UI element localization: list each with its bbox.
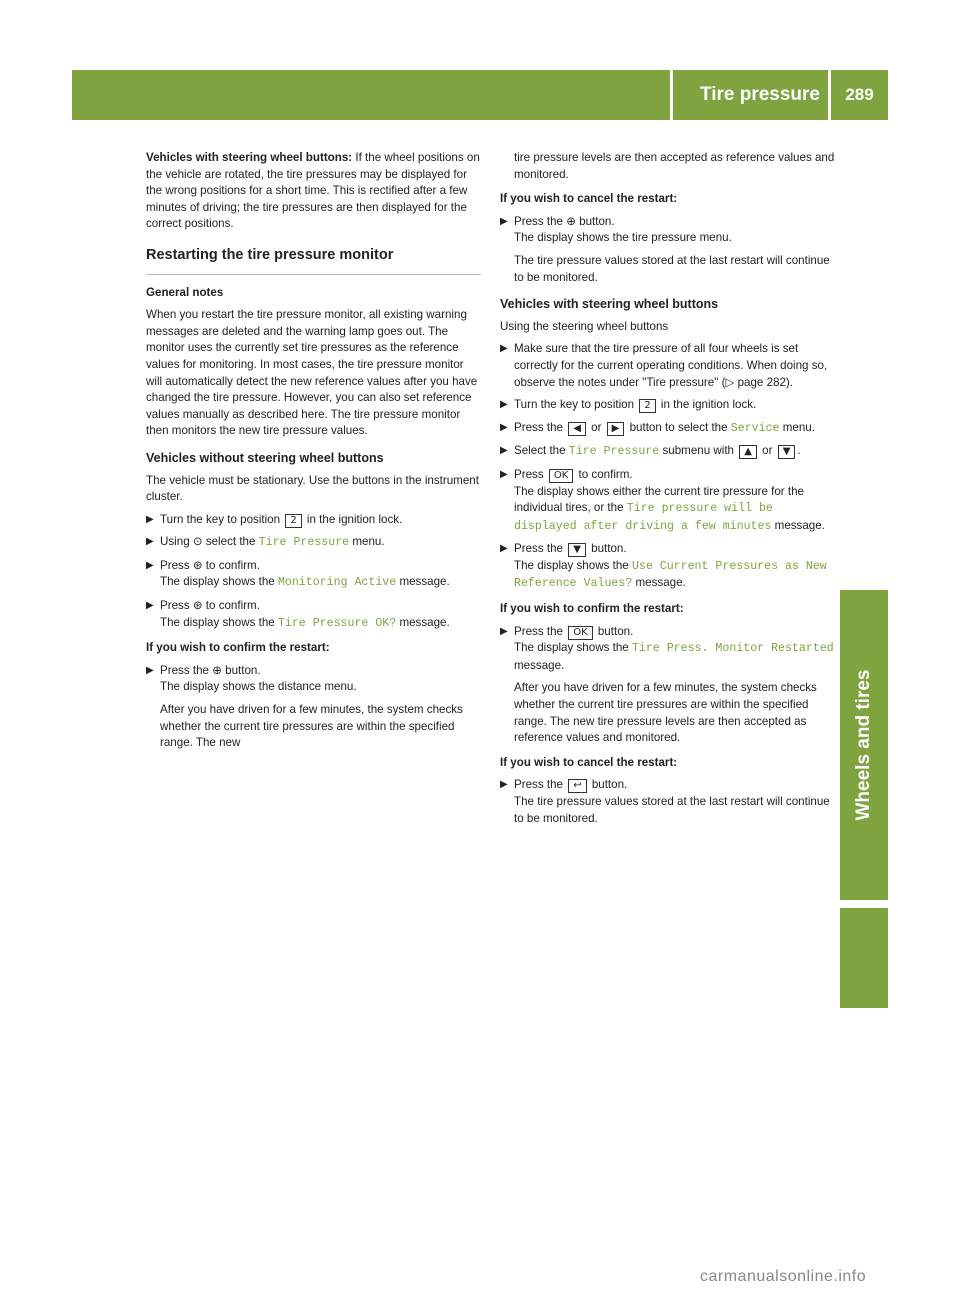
- step-arrow-icon: ▶: [500, 543, 508, 555]
- step-text: The display shows the distance menu.: [160, 680, 357, 694]
- step-text: button.: [587, 542, 627, 556]
- step-text: Press the: [514, 420, 567, 434]
- step-arrow-icon: ▶: [500, 399, 508, 411]
- section-title: Restarting the tire pressure monitor: [146, 247, 481, 275]
- display-text: Tire Pressure: [568, 445, 660, 459]
- step-arrow-icon: ▶: [500, 215, 508, 227]
- step-list-item: [500, 467, 835, 535]
- step-arrow-icon: ▶: [146, 536, 154, 548]
- step-arrow-icon: ▶: [146, 513, 154, 525]
- display-text: Monitoring Active: [277, 576, 397, 590]
- step-text: The tire pressure values stored at the last restart will continue to be monitored.: [514, 795, 830, 825]
- header-title: Tire pressure: [673, 70, 828, 120]
- step-text: Press the: [514, 542, 567, 556]
- side-square: [840, 908, 888, 1008]
- cancel-title: If you wish to cancel the restart:: [500, 192, 678, 206]
- control-icon: ⊛: [192, 599, 203, 613]
- step-text: in the ignition lock.: [657, 398, 757, 412]
- display-text: Tire Press. Monitor Restarted: [631, 642, 834, 656]
- general-notes-title: General notes: [146, 285, 224, 299]
- step-text: submenu with: [659, 444, 738, 458]
- general-notes-text: When you restart the tire pressure monitor, all existing warning messages are deleted and the warning lamp goes out. The monitor uses the currently set tire pressures as the reference values for monitoring. In most cases, the tire pressure monitor will automatically detect the new reference values after you have changed the tire pressure. However, you can also set reference values manually as described here. The tire pressure monitor then monitors the new tire pressure values.: [146, 308, 478, 438]
- ok-key-icon: OK: [568, 626, 592, 640]
- step-text: The display shows the: [160, 575, 278, 589]
- step-note: After you have driven for a few minutes, the system checks whether the current tire pressures are within the specified range. The new tire pressure levels are then accepted as reference values and monitored.: [514, 681, 817, 745]
- step-text: Make sure that the tire pressure of all four wheels is set correctly for the current operating conditions. When doing so, observe the notes under "Tire pressure" (▷ page 282).: [514, 342, 828, 389]
- step-text: Press the: [514, 214, 567, 228]
- steering-buttons-intro: Using the steering wheel buttons: [500, 319, 669, 333]
- step-arrow-icon: ▶: [500, 421, 508, 433]
- step-text: Press the: [514, 778, 567, 792]
- step-arrow-icon: ▶: [146, 664, 154, 676]
- step-text: Press the: [160, 663, 213, 677]
- step-list-item: [146, 534, 481, 552]
- left-column: [146, 150, 481, 758]
- step-text: button.: [221, 663, 261, 677]
- no-buttons-intro: The vehicle must be stationary. Use the buttons in the instrument cluster.: [146, 473, 479, 504]
- watermark: carmanualsonline.info: [700, 1268, 867, 1285]
- step-text: Press the: [514, 624, 567, 638]
- key-symbol: 2: [639, 399, 655, 413]
- step-text: menu.: [779, 420, 815, 434]
- key-symbol: 2: [285, 514, 301, 528]
- side-tab-label: Wheels and tires: [853, 669, 874, 821]
- step-list-item: [500, 214, 835, 286]
- control-icon: ⊙: [192, 535, 203, 549]
- confirm-title: If you wish to confirm the restart:: [146, 641, 330, 655]
- ok-key-icon: OK: [549, 469, 573, 483]
- step-text: button to select the: [626, 420, 731, 434]
- step-text: in the ignition lock.: [303, 512, 403, 526]
- step-list-item: [500, 624, 835, 747]
- control-icon: ⊕: [212, 663, 222, 677]
- step-text: message.: [396, 615, 450, 629]
- display-text: Service: [730, 421, 780, 435]
- step-list-item: [500, 341, 835, 391]
- back-key-icon: ↩: [568, 779, 586, 793]
- step-text: menu.: [349, 535, 385, 549]
- page-number: 289: [831, 70, 888, 120]
- step-text: Turn the key to position: [160, 512, 284, 526]
- step-text: to confirm.: [575, 467, 633, 481]
- display-text: Tire pressure will be displayed after driving a few minutes: [514, 502, 773, 533]
- right-column: [500, 150, 835, 833]
- step-text: The display shows the: [514, 558, 632, 572]
- left-arrow-key-icon: ◀: [568, 422, 586, 436]
- step-text: The display shows the: [160, 615, 278, 629]
- step-text: button.: [588, 778, 628, 792]
- step-text: Using: [160, 535, 193, 549]
- display-text: Tire Pressure: [258, 536, 350, 550]
- step-text: button.: [575, 214, 615, 228]
- step-arrow-icon: ▶: [146, 559, 154, 571]
- step-list-item: [500, 541, 835, 593]
- step-arrow-icon: ▶: [500, 625, 508, 637]
- step-text: Press: [514, 467, 547, 481]
- step-list-item: [146, 558, 481, 592]
- step-text: select the: [202, 535, 259, 549]
- right-arrow-key-icon: ▶: [607, 422, 625, 436]
- step-arrow-icon: ▶: [500, 343, 508, 355]
- step-list-item: [146, 598, 481, 632]
- step-list-item: [500, 777, 835, 827]
- step-text: message.: [632, 576, 686, 590]
- step-text: or: [758, 444, 776, 458]
- steering-buttons-title: Vehicles with steering wheel buttons: [500, 297, 719, 312]
- step-list-item: [500, 397, 835, 414]
- display-text: Tire Pressure OK?: [277, 616, 397, 630]
- step-list-item: [500, 420, 835, 438]
- step-note: The tire pressure values stored at the last restart will continue to be monitored.: [514, 253, 830, 284]
- step-text: or: [587, 420, 605, 434]
- step-arrow-icon: ▶: [500, 445, 508, 457]
- control-icon: ⊛: [192, 558, 203, 572]
- step-text: Press: [160, 599, 193, 613]
- step-list-item: [500, 443, 835, 461]
- no-buttons-title: Vehicles without steering wheel buttons: [146, 450, 384, 465]
- cancel-title: If you wish to cancel the restart:: [500, 755, 678, 769]
- step-text: .: [797, 444, 801, 458]
- step-text: to confirm.: [202, 599, 260, 613]
- step-text: to confirm.: [202, 558, 260, 572]
- step-text: Select the: [514, 444, 569, 458]
- step-text: message.: [514, 658, 565, 672]
- confirm-title: If you wish to confirm the restart:: [500, 602, 684, 616]
- step-text: Turn the key to position: [514, 398, 638, 412]
- step-list-item: [146, 663, 481, 752]
- display-text: Use Current Pressures as New Reference Values?: [514, 559, 827, 591]
- continued-text: tire pressure levels are then accepted as reference values and monitored.: [514, 151, 835, 181]
- step-arrow-icon: ▶: [500, 468, 508, 480]
- step-text: The display shows the: [514, 641, 632, 655]
- up-arrow-key-icon: ▲: [739, 445, 757, 459]
- down-arrow-key-icon: ▼: [568, 543, 586, 557]
- step-text: The display shows either the current tire pressure for the individual tires, or the: [514, 484, 804, 515]
- step-text: message.: [771, 518, 825, 532]
- intro-text: If the wheel positions on the vehicle are rotated, the tire pressures may be displayed for the wrong positions for a short time. This is rectified after a few minutes of driving; the tire pressures are then displayed for the correct positions.: [146, 151, 480, 231]
- step-arrow-icon: ▶: [500, 779, 508, 791]
- step-arrow-icon: ▶: [146, 600, 154, 612]
- step-text: button.: [594, 624, 634, 638]
- control-icon: ⊕: [566, 214, 576, 228]
- down-arrow-key-icon: ▼: [778, 445, 796, 459]
- intro-bold: Vehicles with steering wheel buttons:: [146, 151, 353, 164]
- header-bar: [72, 70, 670, 120]
- step-text: Press: [160, 558, 193, 572]
- step-list-item: [146, 512, 481, 529]
- step-note: After you have driven for a few minutes, the system checks whether the current tire pressures are within the specified range. The new: [160, 703, 463, 750]
- step-text: The display shows the tire pressure menu.: [514, 231, 732, 245]
- intro-paragraph: [146, 150, 481, 233]
- step-text: message.: [396, 575, 450, 589]
